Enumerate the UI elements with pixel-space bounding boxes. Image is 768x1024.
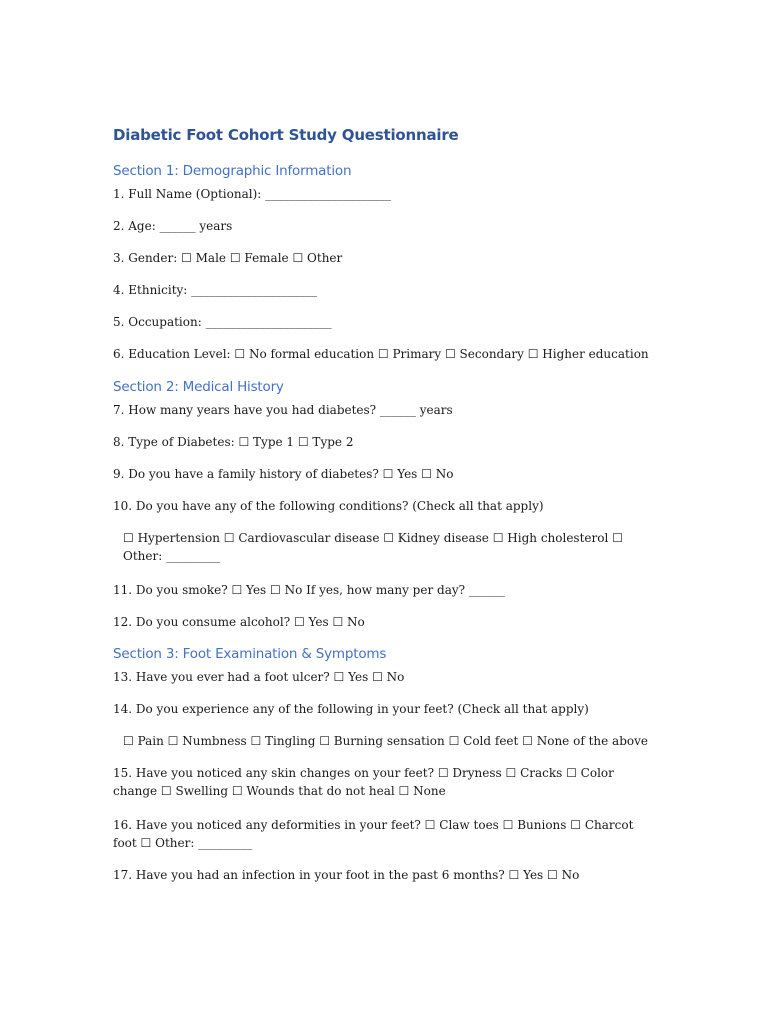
question-years-diabetes: 7. How many years have you had diabetes? ______ years [113,403,453,417]
question-conditions: 10. Do you have any of the following conditions? (Check all that apply) [113,499,544,513]
document-page [113,0,658,1024]
section-heading-foot-exam: Section 3: Foot Examination & Symptoms [113,646,387,662]
question-diabetes-type: 8. Type of Diabetes: ☐ Type 1 ☐ Type 2 [113,435,354,449]
question-deformities: 16. Have you noticed any deformities in your feet? ☐ Claw toes ☐ Bunions ☐ Charcot foot ☐ Other: _________ [113,818,634,850]
question-conditions-options: ☐ Hypertension ☐ Cardiovascular disease ☐ Kidney disease ☐ High cholesterol ☐ Other: _________ [123,531,623,563]
question-foot-infection: 17. Have you had an infection in your foot in the past 6 months? ☐ Yes ☐ No [113,868,580,882]
question-education: 6. Education Level: ☐ No formal education ☐ Primary ☐ Secondary ☐ Higher education [113,347,649,361]
question-foot-ulcer: 13. Have you ever had a foot ulcer? ☐ Yes ☐ No [113,670,405,684]
question-ethnicity: 4. Ethnicity: _____________________ [113,283,318,297]
section-heading-medical-history: Section 2: Medical History [113,379,284,395]
question-full-name: 1. Full Name (Optional): _____________________ [113,187,392,201]
question-family-history: 9. Do you have a family history of diabetes? ☐ Yes ☐ No [113,467,454,481]
question-foot-symptoms: 14. Do you experience any of the following in your feet? (Check all that apply) [113,702,589,716]
question-age: 2. Age: ______ years [113,219,233,233]
question-alcohol: 12. Do you consume alcohol? ☐ Yes ☐ No [113,615,365,629]
question-occupation: 5. Occupation: _____________________ [113,315,332,329]
question-skin-changes: 15. Have you noticed any skin changes on your feet? ☐ Dryness ☐ Cracks ☐ Color change ☐ Swelling ☐ Wounds that do not heal ☐ None [113,766,614,798]
section-heading-demographic: Section 1: Demographic Information [113,163,352,179]
question-foot-symptoms-options: ☐ Pain ☐ Numbness ☐ Tingling ☐ Burning sensation ☐ Cold feet ☐ None of the above [123,734,648,748]
document-title: Diabetic Foot Cohort Study Questionnaire [113,126,459,144]
question-smoke: 11. Do you smoke? ☐ Yes ☐ No If yes, how many per day? ______ [113,583,505,597]
question-gender: 3. Gender: ☐ Male ☐ Female ☐ Other [113,251,343,265]
